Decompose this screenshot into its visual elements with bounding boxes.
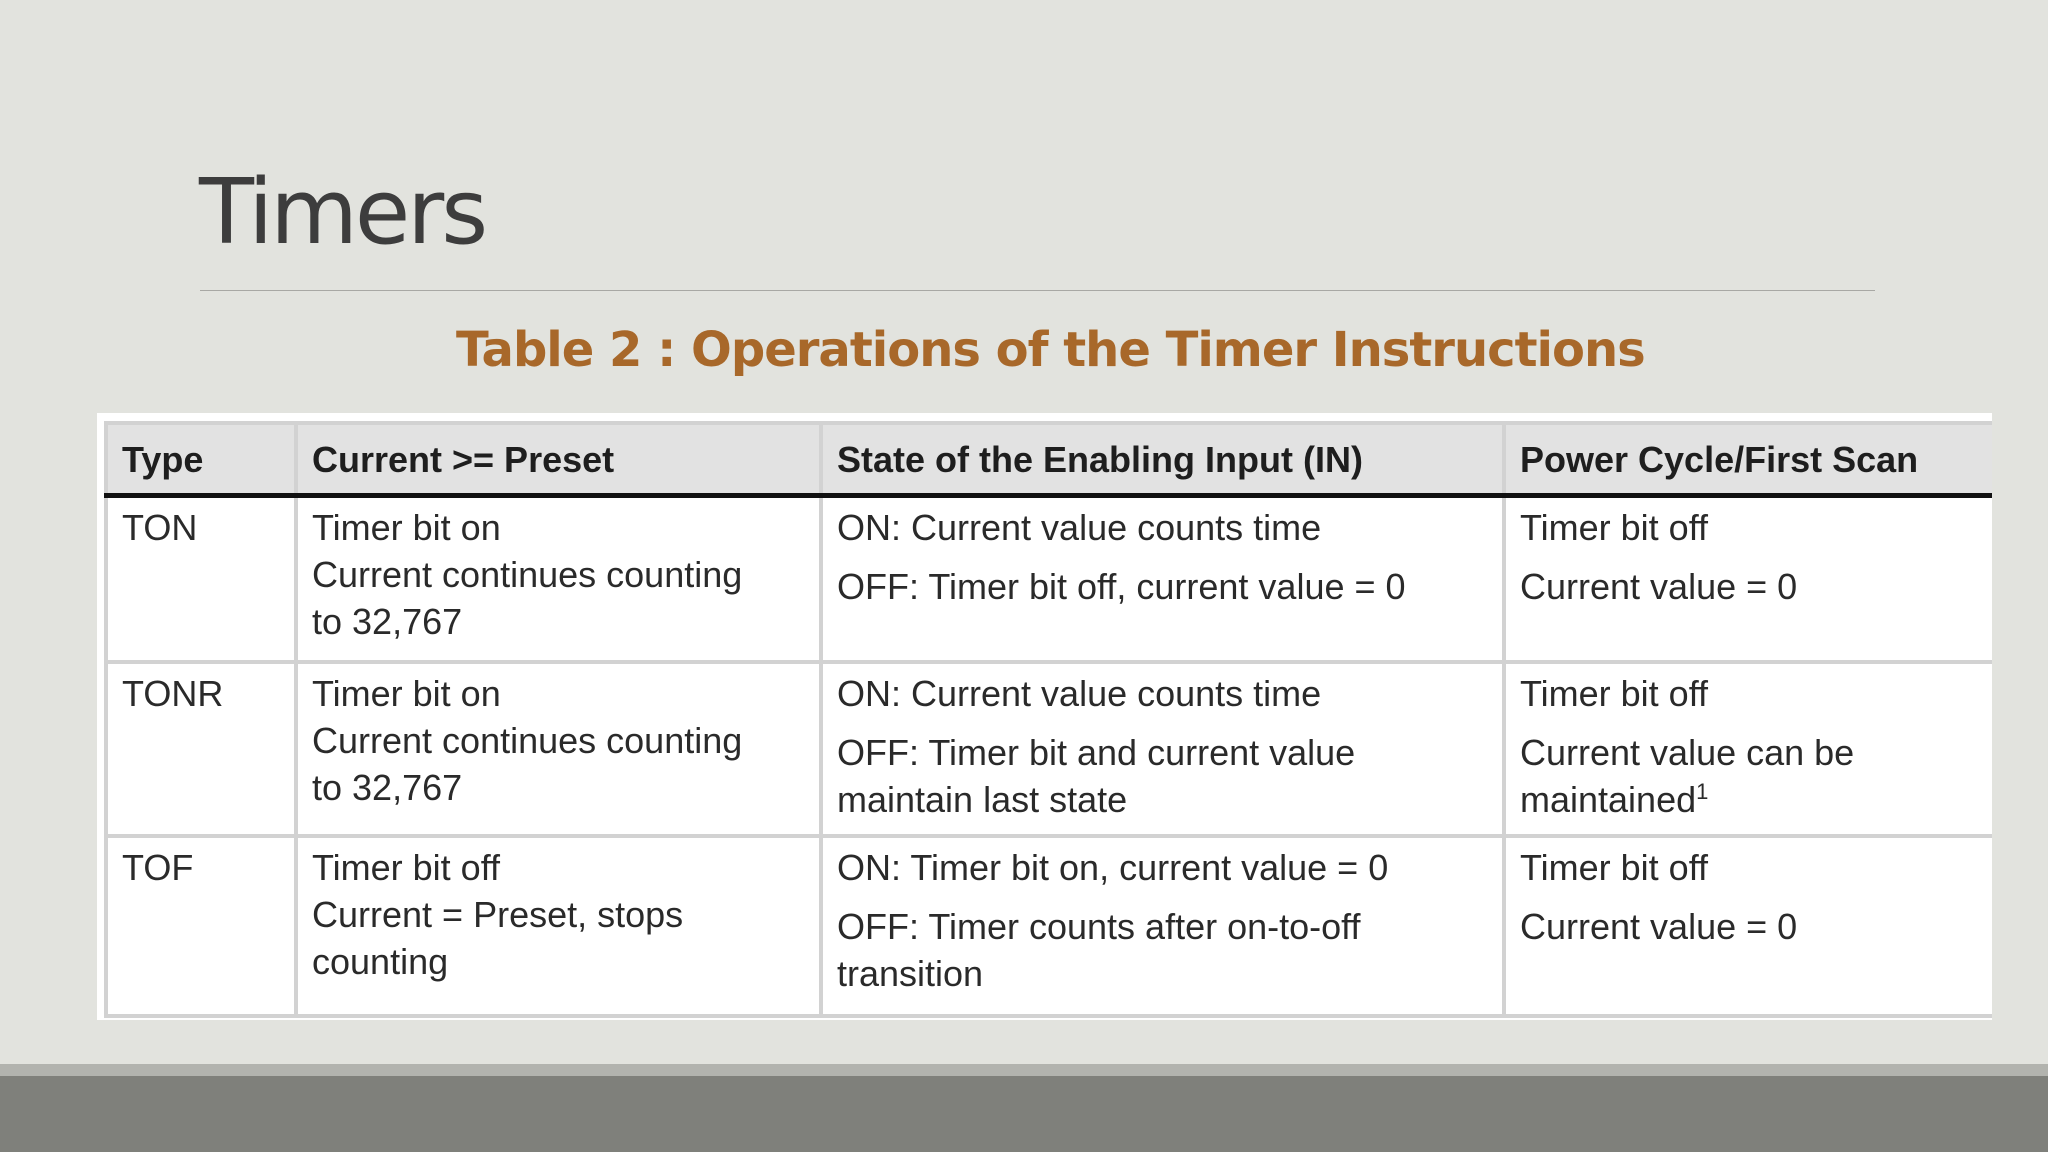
cell-current-preset bbox=[296, 496, 821, 663]
cell-line: ON: Current value counts time bbox=[837, 507, 1322, 548]
footer-band bbox=[0, 1064, 2048, 1152]
table-row-tonr bbox=[106, 662, 1992, 836]
timer-operations-table bbox=[104, 421, 1992, 1018]
cell-power-cycle bbox=[1504, 836, 1992, 1016]
cell-type bbox=[106, 496, 296, 663]
cell-line: Current value = 0 bbox=[1520, 566, 1798, 607]
cell-type bbox=[106, 836, 296, 1016]
cell-line: Current continues counting bbox=[312, 720, 743, 761]
cell-line: counting bbox=[312, 941, 449, 982]
footer-band-edge bbox=[0, 1064, 2048, 1076]
timer-operations-table-image bbox=[97, 413, 1992, 1020]
cell-type bbox=[106, 662, 296, 836]
column-header-power-cycle: Power Cycle/First Scan bbox=[1504, 423, 1992, 496]
cell-current-preset bbox=[296, 836, 821, 1016]
title-divider bbox=[200, 290, 1875, 291]
cell-line: Current value can be bbox=[1520, 732, 1855, 773]
cell-line: ON: Timer bit on, current value = 0 bbox=[837, 847, 1389, 888]
type-text: TOF bbox=[122, 847, 194, 888]
cell-line: to 32,767 bbox=[312, 601, 463, 642]
cell-enabling-input bbox=[821, 662, 1504, 836]
cell-power-cycle bbox=[1504, 662, 1992, 836]
cell-line: OFF: Timer counts after on-to-off bbox=[837, 906, 1361, 947]
cell-line: Timer bit off bbox=[1520, 507, 1709, 548]
column-header-enabling-input: State of the Enabling Input (IN) bbox=[821, 423, 1504, 496]
cell-line: Timer bit off bbox=[312, 847, 501, 888]
column-header-type: Type bbox=[106, 423, 296, 496]
table-row-tof bbox=[106, 836, 1992, 1016]
cell-line: transition bbox=[837, 953, 984, 994]
cell-enabling-input bbox=[821, 496, 1504, 663]
cell-current-preset bbox=[296, 662, 821, 836]
footnote-marker: 1 bbox=[1696, 779, 1709, 804]
table-header-row bbox=[106, 423, 1992, 496]
cell-line: Timer bit off bbox=[1520, 673, 1709, 714]
maintained-text: maintained bbox=[1520, 779, 1697, 820]
cell-line bbox=[1520, 776, 1992, 823]
slide-title: Timers bbox=[199, 160, 486, 265]
cell-line: Timer bit on bbox=[312, 673, 501, 714]
cell-line: OFF: Timer bit off, current value = 0 bbox=[837, 566, 1406, 607]
table-row-ton bbox=[106, 496, 1992, 663]
type-text: TONR bbox=[122, 673, 224, 714]
cell-power-cycle bbox=[1504, 496, 1992, 663]
table-caption: Table 2 : Operations of the Timer Instructions bbox=[456, 322, 1645, 378]
cell-line: Current = Preset, stops bbox=[312, 894, 684, 935]
type-text: TON bbox=[122, 507, 198, 548]
cell-line: OFF: Timer bit and current value bbox=[837, 732, 1356, 773]
cell-line: Timer bit on bbox=[312, 507, 501, 548]
cell-line: maintain last state bbox=[837, 779, 1128, 820]
cell-line: Current continues counting bbox=[312, 554, 743, 595]
cell-line: to 32,767 bbox=[312, 767, 463, 808]
cell-line: Timer bit off bbox=[1520, 847, 1709, 888]
cell-enabling-input bbox=[821, 836, 1504, 1016]
column-header-current-preset: Current >= Preset bbox=[296, 423, 821, 496]
cell-line: ON: Current value counts time bbox=[837, 673, 1322, 714]
cell-line: Current value = 0 bbox=[1520, 906, 1798, 947]
